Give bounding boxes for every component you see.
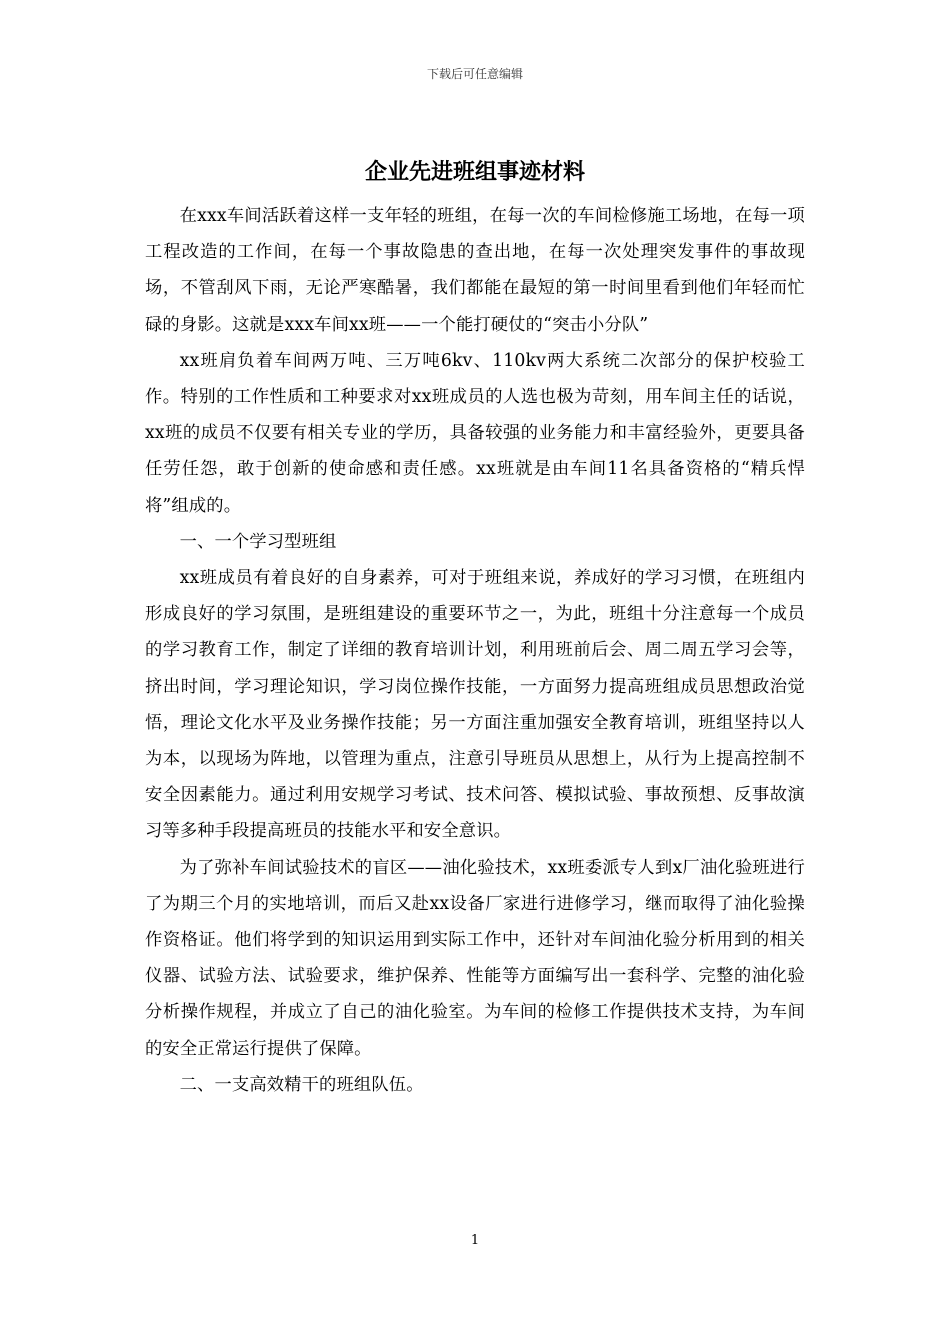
header-note: 下载后可任意编辑 bbox=[426, 67, 523, 81]
section-heading: 二、一支高效精干的班组队伍。 bbox=[179, 1074, 424, 1095]
document-title: 企业先进班组事迹材料 bbox=[364, 159, 585, 185]
document-body bbox=[145, 198, 805, 1103]
section-heading: 一、一个学习型班组 bbox=[179, 531, 337, 552]
paragraph: xx班肩负着车间两万吨、三万吨6kv、110kv两大系统二次部分的保护校验工作。特别的工作性质和工种要求对xx班成员的人选也极为苛刻，用车间主任的话说，xx班的成员不仅要有相关专业的学历，具备较强的业务能力和丰富经验外，更要具备任劳任怨，敢于创新的使命感和责任感。xx班就是由车间11名具备资格的“精兵悍将”组成的。 bbox=[145, 350, 805, 516]
page-number: 1 bbox=[470, 1233, 480, 1248]
paragraph: xx班成员有着良好的自身素养，可对于班组来说，养成好的学习习惯，在班组内形成良好的学习氛围，是班组建设的重要环节之一，为此，班组十分注意每一个成员的学习教育工作，制定了详细的教育培训计划，利用班前后会、周二周五学习会等，挤出时间，学习理论知识，学习岗位操作技能，一方面努力提高班组成员思想政治觉悟，理论文化水平及业务操作技能；另一方面注重加强安全教育培训，班组坚持以人为本，以现场为阵地，以管理为重点，注意引导班员从思想上，从行为上提高控制不安全因素能力。通过利用安规学习考试、技术问答、模拟试验、事故预想、反事故演习等多种手段提高班员的技能水平和安全意识。 bbox=[145, 568, 805, 842]
paragraph: 在xxx车间活跃着这样一支年轻的班组，在每一次的车间检修施工场地，在每一项工程改造的工作间，在每一个事故隐患的查出地，在每一次处理突发事件的事故现场，不管刮风下雨，无论严寒酷暑，我们都能在最短的第一时间里看到他们年轻而忙碌的身影。这就是xxx车间xx班——一个能打硬仗的“突击小分队” bbox=[145, 206, 805, 335]
paragraph: 为了弥补车间试验技术的盲区——油化验技术，xx班委派专人到x厂油化验班进行了为期三个月的实地培训，而后又赴xx设备厂家进行进修学习，继而取得了油化验操作资格证。他们将学到的知识运用到实际工作中，还针对车间油化验分析用到的相关仪器、试验方法、试验要求，维护保养、性能等方面编写出一套科学、完整的油化验分析操作规程，并成立了自己的油化验室。为车间的检修工作提供技术支持，为车间的安全正常运行提供了保障。 bbox=[145, 857, 805, 1059]
